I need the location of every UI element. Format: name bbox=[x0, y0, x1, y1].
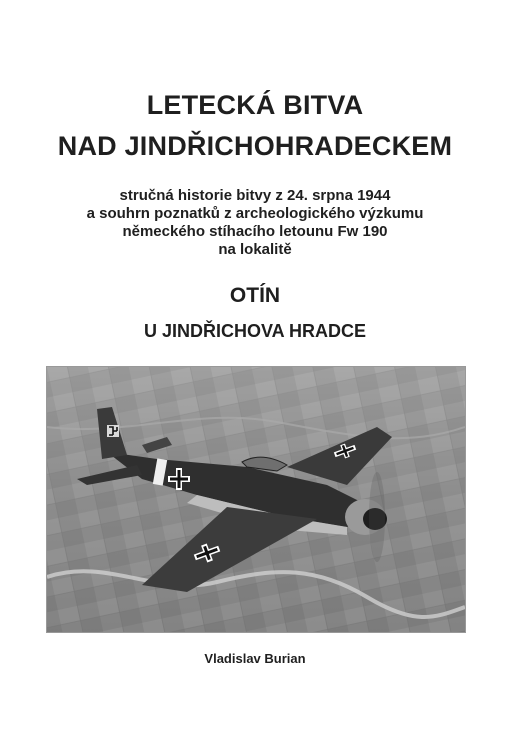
place-name: OTÍN bbox=[229, 284, 281, 307]
aircraft-photo-illustration bbox=[47, 367, 465, 632]
place-detail: U JINDŘICHOVA HRADCE bbox=[143, 321, 366, 341]
cover-subtitle-line-3: německého stíhacího letounu Fw 190 bbox=[122, 223, 388, 240]
aircraft-propeller bbox=[369, 472, 385, 562]
cover-subtitle-line-1: stručná historie bitvy z 24. srpna 1944 bbox=[119, 187, 391, 204]
cover-title-line-2: NAD JINDŘICHOHRADECKEM bbox=[57, 131, 453, 161]
cover-title-line-1: LETECKÁ BITVA bbox=[146, 90, 364, 120]
swastika-tail-marking-icon bbox=[107, 425, 119, 437]
cover-subtitle-line-2: a souhrn poznatků z archeologického výzkumu bbox=[86, 205, 424, 222]
author-name: Vladislav Burian bbox=[204, 651, 306, 666]
cover-subtitle-line-4: na lokalitě bbox=[218, 241, 292, 258]
cover-photo-fighter-aircraft bbox=[46, 366, 466, 633]
